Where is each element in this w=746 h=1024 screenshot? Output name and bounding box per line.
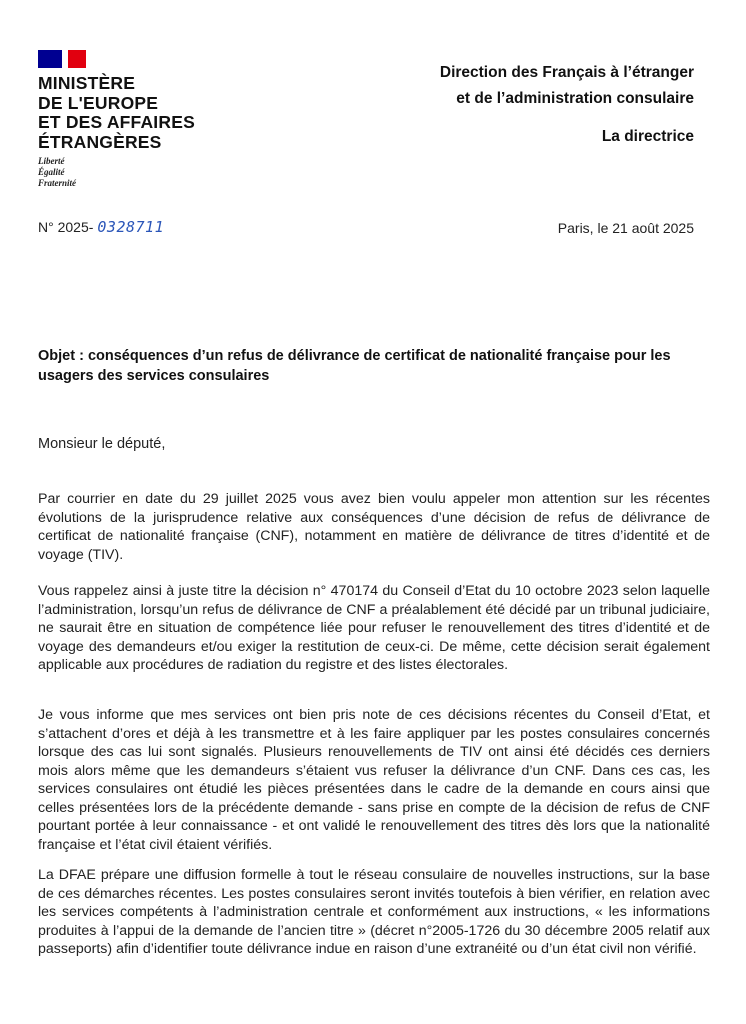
signatory-title: La directrice [601,128,694,145]
ministry-line: ET DES AFFAIRES [38,112,195,132]
handwritten-reference: 0328711 [97,218,165,236]
republic-motto [38,156,228,189]
date-line: Paris, le 21 août 2025 [557,220,694,236]
salutation: Monsieur le député, [38,436,166,452]
subject-line: Objet : conséquences d’un refus de délivrance de certificat de nationalité française pour les usagers des services consulaires [38,348,671,384]
ministry-name [38,74,228,152]
body-paragraph: La DFAE prépare une diffusion formelle à tout le réseau consulaire de nouvelles instructions, sur la base de ces démarches récentes. Les postes consulaires seront invités toutefois à bien vérifier, en relation avec les services compétents à l’administration centrale et conformément aux instructions, « les informations produites à l’appui de la demande de l’ancien titre » (décret n°2005-1726 du 30 décembre 2005 relatif aux passeports) afin d’identifier toute délivrance indue en raison d’une extranéité ou d’un état civil non vérifié. [38,867,710,957]
direction-line: et de l’administration consulaire [456,90,694,107]
motto-line: Fraternité [38,178,77,188]
ministry-line: MINISTÈRE [38,73,136,93]
body-paragraph: Vous rappelez ainsi à juste titre la décision n° 470174 du Conseil d’Etat du 10 octobre 2023 selon laquelle l’administration, lorsqu’un refus de délivrance de CNF a préalablement été décidé par un tribunal judiciaire, ne saurait être en situation de compétence liée pour refuser le renouvellement des titres d’identité et de voyage des demandeurs et/ou exiger la restitution de ceux-ci. De même, cette décision serait également applicable aux procédures de radiation du registre et des listes électorales. [38,583,710,673]
motto-line: Liberté [38,156,65,166]
reference-label: N° 2025- [38,219,94,235]
direction-line: Direction des Français à l’étranger [439,64,694,81]
direction-header [440,60,694,112]
body-paragraph: Je vous informe que mes services ont bien pris note de ces décisions récentes du Conseil d’Etat, et s’attachent d’ores et déjà à les transmettre et à les faire appliquer par les postes consulaires concernés lorsque des cas lui sont signalés. Plusieurs renouvellements de TIV ont ainsi été décidés ces derniers mois alors même que les demandeurs s’étaient vus refuser la délivrance d’un CNF. Dans ces cas, les services consulaires ont étudié les pièces présentées dans le cadre de la demande en cours ainsi que celles présentées lors de la précédente demande - sans prise en compte de la décision de refus de CNF pourtant portée à leur connaissance - et ont validé le renouvellement des titres dès lors que la nationalité française et l’état civil étaient vérifiés. [38,707,710,853]
reference-number [38,218,164,236]
ministry-line: DE L'EUROPE [38,92,159,113]
ministry-logo [38,50,228,189]
marianne-flag-icon [38,50,86,68]
motto-line: Égalité [38,167,65,177]
body-paragraph: Par courrier en date du 29 juillet 2025 vous avez bien voulu appeler mon attention sur les récentes évolutions de la jurisprudence relative aux conséquences d’une décision de refus de délivrance de certificat de nationalité française (CNF), notamment en matière de délivrance de titres d’identité et de voyage (TIV). [38,491,710,563]
ministry-line: ÉTRANGÈRES [38,131,162,152]
